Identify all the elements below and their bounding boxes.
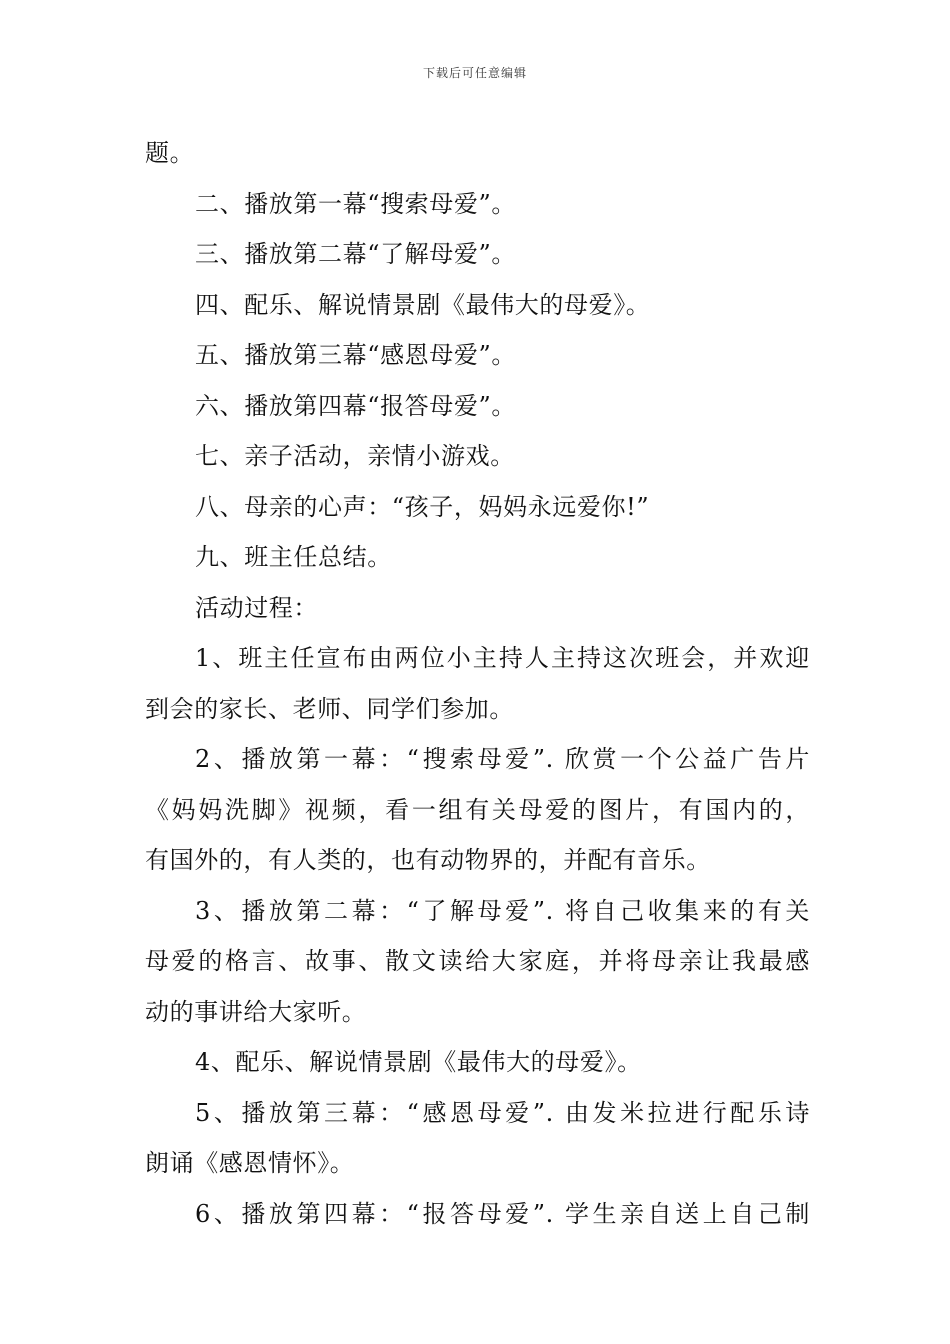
text-line: 母爱的格言、故事、散文读给大家庭，并将母亲让我最感 [145,947,810,975]
text-line: 朗诵《感恩情怀》。 [145,1149,355,1177]
text-line: 九、班主任总结。 [195,543,392,571]
text-line: 有国外的，有人类的，也有动物界的，并配有音乐。 [145,846,711,874]
text-line: 动的事讲给大家听。 [145,997,367,1026]
text-line: 四、配乐、解说情景剧《最伟大的母爱》。 [195,290,651,319]
text-line: 活动过程： [195,593,318,622]
text-line: 5、播放第三幕：“感恩母爱”. 由发米拉进行配乐诗 [195,1098,810,1127]
text-line: 1、班主任宣布由两位小主持人主持这次班会，并欢迎 [195,644,810,672]
text-line: 五、播放第三幕“感恩母爱”。 [195,341,516,369]
page-header: 下载后可任意编辑 [422,66,527,80]
text-line: 到会的家长、老师、同学们参加。 [145,694,514,723]
text-line: 3、播放第二幕：“了解母爱”. 将自己收集来的有关 [195,896,810,925]
text-line: 二、播放第一幕“搜索母爱”。 [195,189,516,218]
text-line: 6、播放第四幕：“报答母爱”. 学生亲自送上自己制 [195,1199,810,1228]
text-line: 七、亲子活动，亲情小游戏。 [195,442,515,470]
text-line: 三、播放第二幕“了解母爱”。 [195,240,516,268]
text-line: 六、播放第四幕“报答母爱”。 [195,391,516,420]
body-text [145,128,810,1239]
text-line: 《妈妈洗脚》视频，看一组有关母爱的图片，有国内的， [145,795,810,824]
text-line: 八、母亲的心声：“孩子，妈妈永远爱你!” [195,492,650,521]
text-line: 4、配乐、解说情景剧《最伟大的母爱》。 [195,1048,642,1076]
text-line: 题。 [145,139,195,167]
text-line: 2、播放第一幕：“搜索母爱”. 欣赏一个公益广告片 [195,745,810,773]
